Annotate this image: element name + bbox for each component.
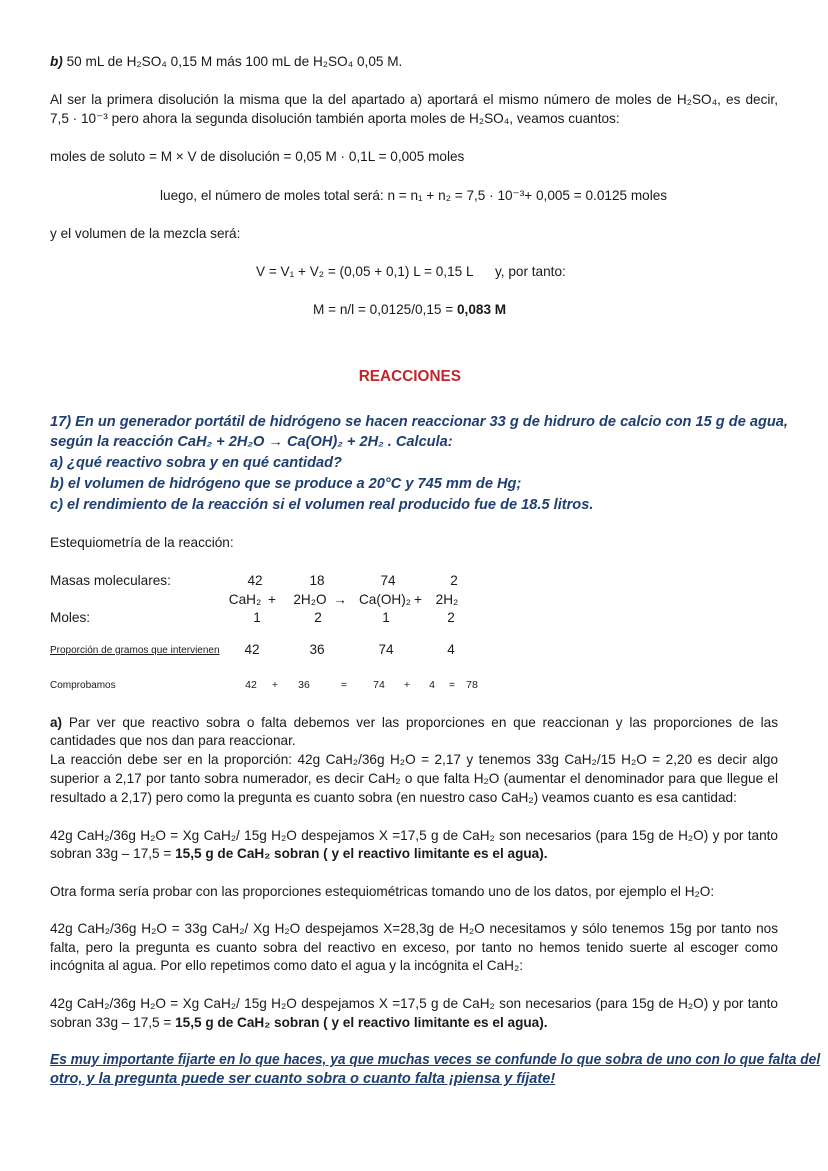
species-plus-2: + [414, 592, 422, 607]
important-note-line1: Es muy importante fijarte en lo que haces, ya que muchas veces se confunde lo que sobra de uno con lo que falta del [50, 1052, 821, 1068]
check-plus-2: + [403, 679, 411, 691]
answer-a-p2-result: 15,5 g de CaH₂ sobran ( y el reactivo limitante es el agua). [175, 846, 548, 861]
answer-a-p2-line2-start: sobran 33g – 17,5 = [50, 846, 172, 861]
stoichiometry-heading: Estequiometría de la reacción: [50, 535, 234, 550]
answer-a-p5-result: 15,5 g de CaH₂ sobran ( y el reactivo limitante es el agua). [175, 1015, 548, 1030]
molarity-result: 0,083 M [456, 302, 507, 317]
check-78: 78 [466, 679, 478, 691]
answer-a-p1-line5: resultado a 2,17) pero como la pregunta es cuanto sobra (en nuestro caso CaH₂) veamos cuanto es esa cantidad: [50, 790, 737, 805]
answer-a-p4-line3: incógnita al agua. Por ello repetimos como dato el agua y la incógnita el CaH₂: [50, 958, 524, 973]
check-74: 74 [373, 679, 385, 691]
species-plus-1: + [268, 592, 276, 607]
problem17-line4: b) el volumen de hidrógeno que se produce a 20°C y 745 mm de Hg; [50, 476, 522, 492]
total-moles-formula: luego, el número de moles total será: n = n₁ + n₂ = 7,5 · 10⁻³+ 0,005 = 0.0125 moles [160, 188, 668, 203]
answer-a-p3: Otra forma sería probar con las proporciones estequiométricas tomando uno de los datos, por ejemplo el H₂O: [50, 884, 715, 899]
molarity-result-line [313, 301, 506, 319]
grams-h2o: 36 [309, 642, 325, 657]
grams-cah2: 42 [244, 642, 260, 657]
check-plus-1: + [271, 679, 279, 691]
answer-a-p2-line1: 42g CaH₂/36g H₂O = Xg CaH₂/ 15g H₂O despejamos X =17,5 g de CaH₂ son necesarios (para 15g de H₂O) y por tanto [50, 828, 778, 843]
volume-intro: y el volumen de la mezcla será: [50, 226, 241, 241]
mass-h2o: 18 [309, 573, 325, 588]
answer-a-p2-line2 [50, 845, 548, 863]
part-b-label: b) [50, 54, 63, 69]
grams-h2: 4 [447, 642, 455, 657]
label-moles: Moles: [50, 610, 91, 625]
check-equals-1: = [340, 679, 348, 691]
mass-h2: 2 [450, 573, 458, 588]
answer-a-p5-line2 [50, 1014, 548, 1032]
check-equals-2: = [448, 679, 456, 691]
species-h2: 2H₂ [435, 592, 459, 607]
mass-caoh2: 74 [380, 573, 396, 588]
problem17-line3: a) ¿qué reactivo sobra y en qué cantidad? [50, 455, 342, 471]
label-check: Comprobamos [50, 680, 116, 691]
important-note-line2: otro, y la pregunta puede ser cuanto sobra o cuanto falta ¡piensa y fíjate! [50, 1071, 556, 1087]
grams-caoh2: 74 [378, 642, 394, 657]
problem17-line5: c) el rendimiento de la reacción si el volumen real producido fue de 18.5 litros. [50, 497, 594, 513]
label-molecular-masses: Masas moleculares: [50, 573, 171, 588]
label-proportion-grams: Proporción de gramos que intervienen [50, 645, 220, 656]
mass-cah2: 42 [247, 573, 263, 588]
answer-a-p1-line3: La reacción debe ser en la proporción: 42g CaH₂/36g H₂O = 2,17 y tenemos 33g CaH₂/15 H₂O = 2,20 es decir algo [50, 752, 778, 767]
part-b-intro-line2: 7,5 · 10⁻³ pero ahora la segunda disolución también aporta moles de H₂SO₄, veamos cuantos: [50, 111, 620, 126]
reaction-arrow: → [333, 592, 347, 607]
moles-solute-formula: moles de soluto = M × V de disolución = 0,05 M · 0,1L = 0,005 moles [50, 149, 465, 164]
answer-a-p1-line1 [50, 714, 778, 733]
moles-caoh2: 1 [382, 610, 390, 625]
part-b-intro-line1: Al ser la primera disolución la misma que la del apartado a) aportará el mismo número de moles de H₂SO₄, es decir, [50, 92, 778, 107]
answer-a-p5-line2-start: sobran 33g – 17,5 = [50, 1015, 172, 1030]
check-36: 36 [298, 679, 310, 691]
section-title: REACCIONES [358, 368, 462, 385]
species-caoh2: Ca(OH)₂ [358, 592, 412, 607]
answer-a-label: a) [50, 715, 63, 730]
problem17-line1: 17) En un generador portátil de hidrógeno se hacen reaccionar 33 g de hidruro de calcio con 15 g de agua, [50, 414, 788, 430]
problem17-line2: según la reacción CaH₂ + 2H₂O → Ca(OH)₂ + 2H₂ . Calcula: [50, 434, 453, 450]
volume-formula: V = V₁ + V₂ = (0,05 + 0,1) L = 0,15 L [256, 264, 474, 279]
part-b-text: 50 mL de H₂SO₄ 0,15 M más 100 mL de H₂SO₄ 0,05 M. [66, 54, 403, 69]
part-b-statement [50, 53, 402, 71]
answer-a-p1-line1-text: Par ver que reactivo sobra o falta debemos ver las proporciones en que reaccionan y las proporciones de las [68, 715, 778, 730]
check-42: 42 [245, 679, 257, 691]
molarity-formula: M = n/l = 0,0125/0,15 = [313, 302, 454, 317]
species-cah2: CaH₂ [228, 592, 262, 607]
moles-cah2: 1 [253, 610, 261, 625]
por-tanto-text: y, por tanto: [495, 264, 566, 279]
check-4: 4 [429, 679, 435, 691]
moles-h2: 2 [447, 610, 455, 625]
moles-h2o: 2 [314, 610, 322, 625]
answer-a-p4-line2: falta, pero la pregunta es cuanto sobra del reactivo en exceso, por tanto no hemos tenido suerte al escoger como [50, 940, 778, 955]
species-h2o: 2H₂O [293, 592, 327, 607]
answer-a-p5-line1: 42g CaH₂/36g H₂O = Xg CaH₂/ 15g H₂O despejamos X =17,5 g de CaH₂ son necesarios (para 15g de H₂O) y por tanto [50, 996, 778, 1011]
answer-a-p4-line1: 42g CaH₂/36g H₂O = 33g CaH₂/ Xg H₂O despejamos X=28,3g de H₂O necesitamos y sólo tenemos 15g por tanto nos [50, 921, 778, 936]
answer-a-p1-line4: superior a 2,17 por tanto sobra numerador, es decir CaH₂ o que falta H₂O (aumentar el denominador para que llegue el [50, 771, 778, 786]
answer-a-p1-line2: cantidades que nos dan para reaccionar. [50, 733, 296, 748]
